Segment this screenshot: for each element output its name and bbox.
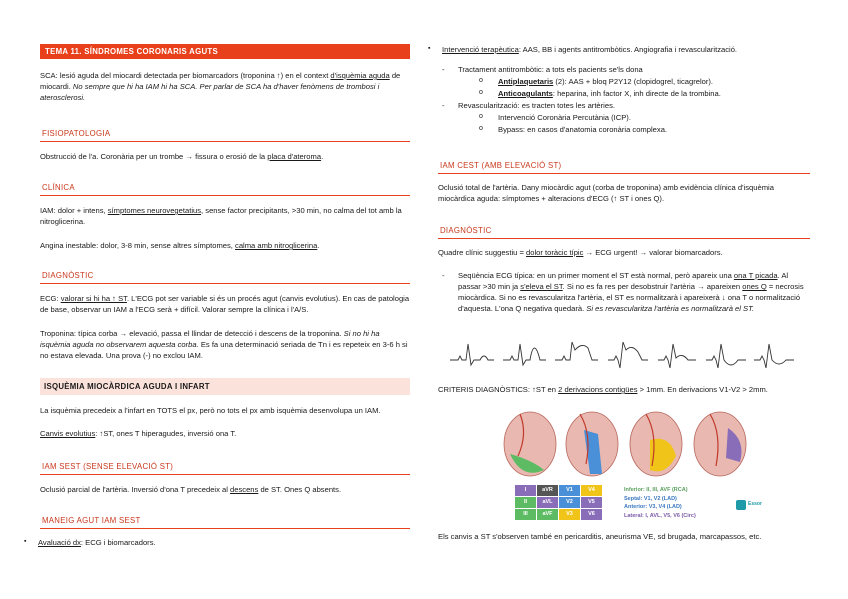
- logo-text: Essor: [748, 501, 762, 508]
- ecg-st-elevation: [555, 342, 598, 360]
- lead-cell: II: [515, 497, 537, 509]
- leads-row: [515, 485, 603, 497]
- isq-paragraph-2: [40, 428, 410, 439]
- section-diagnostic-left: DIAGNÒSTIC: [40, 268, 410, 284]
- iam-underlined: símptomes neurovegetatius: [107, 206, 202, 215]
- lead-cell: aVR: [537, 485, 559, 497]
- ecg-sequence-strip: [448, 332, 798, 372]
- ecg-peaked-t: [503, 344, 546, 365]
- antiplaq-underlined: Antiplaquetaris: [498, 77, 554, 86]
- interv-bullet: [428, 44, 810, 55]
- topic-title: TEMA 11. SÍNDROMES CORONARIS AGUTS: [40, 44, 410, 59]
- leads-row: [515, 509, 603, 521]
- iamsest-text: Oclusió parcial de l'artèria. Inversió d'ona T precedeix al: [40, 485, 231, 494]
- seq-text-3: . Si no es fa res per desobstruir l'artèria → apareixen: [562, 282, 743, 291]
- fisio-paragraph: [40, 151, 410, 162]
- iamsest-underlined: descens: [230, 485, 259, 494]
- section-fisiopatologia: FISIOPATOLOGIA: [40, 126, 410, 142]
- diag-sequencia: [438, 270, 810, 314]
- fisio-text: Obstrucció de l'a. Coronària per un trombe → fissura o erosió de la: [40, 152, 268, 161]
- revasc-item: - Revascularització: es tracten totes les artèries.: [438, 100, 810, 111]
- bypass-item: o Bypass: en casos d'anatomia coronària complexa.: [438, 124, 810, 135]
- interv-underlined: Intervenció terapèutica: [442, 45, 519, 54]
- territory-legend: [624, 486, 744, 520]
- lead-cell: V3: [559, 509, 581, 521]
- ecg-q-st-normalizing: [658, 344, 696, 368]
- fisio-end: .: [321, 152, 324, 161]
- trop-text-2: Es fa una determinació seriada de Tn i es repeteix en 3-6 h si no estava elevada. Una prova (-) no exclou IAM.: [40, 340, 408, 360]
- diag-ecg: [40, 293, 410, 315]
- clinica-angina: [40, 240, 410, 251]
- heart-lateral: [694, 412, 746, 476]
- logo-mark-icon: [736, 500, 746, 510]
- seq-underlined-3: ones Q: [742, 282, 767, 291]
- quadre-underlined: dolor toràcic típic: [526, 248, 584, 257]
- iamsest-paragraph: [40, 484, 410, 495]
- isq-paragraph-1: La isquèmia precedeix a l'infart en TOTS el px, però no tots el px amb isquèmia desenvolupa un IAM.: [40, 406, 381, 415]
- hearts-svg: [500, 404, 750, 482]
- lead-cell: V1: [559, 485, 581, 497]
- interv-text: : AAS, BB i agents antitrombòtics. Angiografia i revascularització.: [518, 45, 738, 54]
- lead-cell: V2: [559, 497, 581, 509]
- criteris-text-2: > 1mm. En derivacions V1-V2 > 2mm.: [637, 385, 768, 394]
- essor-logo: [736, 500, 762, 510]
- anticoag-text: : heparina, inh factor X, inh directe de la trombina.: [552, 89, 721, 98]
- lead-cell: I: [515, 485, 537, 497]
- legend-septal: Septal: V1, V2 (LAD): [624, 495, 677, 502]
- heart-anterior: [630, 412, 682, 476]
- angina-text: Angina inestable: dolor, 3-8 min, sense altres símptomes,: [40, 241, 236, 250]
- quadre-text-2: → ECG urgent! → valorar biomarcadors.: [583, 248, 723, 257]
- heart-inferior: [504, 412, 556, 476]
- criteris-paragraph: [438, 384, 810, 395]
- section-iam-sest: IAM SEST (SENSE ELEVACIÓ ST): [40, 459, 410, 475]
- ecg-inverted-t: [706, 344, 746, 368]
- maneig-underlined: Avaluació dx: [38, 538, 81, 547]
- intro-text: SCA: lesió aguda del miocardi detectada per biomarcadors (troponina ↑) en el context: [40, 71, 331, 80]
- iam-text-2: , sense factor precipitants, >30 min, no calma del tot amb la nitroglicerina.: [40, 206, 402, 226]
- intro-text-2: de miocardi.: [40, 71, 401, 91]
- hearts-diagram: [500, 404, 750, 482]
- legend-anterior: Anterior: V3, V4 (LAD): [624, 504, 682, 511]
- lead-cell: V4: [581, 485, 603, 497]
- ecg-label: ECG:: [40, 294, 61, 303]
- ecg-final: [754, 344, 794, 368]
- section-isquemia: ISQUÈMIA MIOCÀRDICA AGUDA I INFART: [40, 378, 410, 395]
- anticoag-item: [438, 88, 810, 99]
- isq-underlined: Canvis evolutius: [40, 429, 96, 438]
- criteris-underlined: 2 derivacions contigües: [558, 385, 638, 394]
- criteris-text: CRITERIS DIAGNÒSTICS: ↑ST en: [438, 385, 559, 394]
- anticoag-underlined: Anticoagulants: [498, 89, 553, 98]
- legend-inferior: Inferior: II, III, AVF (RCA): [624, 487, 688, 493]
- heart-septal: [566, 412, 618, 476]
- ecg-sequence-svg: [448, 332, 798, 372]
- intro-paragraph: [40, 70, 410, 103]
- trop-italic: Si no hi ha isquèmia aguda no observarem aquesta corba.: [40, 329, 380, 349]
- maneig-text: : ECG i biomarcadors.: [80, 538, 156, 547]
- seq-underlined-2: s'eleva el ST: [520, 282, 563, 291]
- ecg-text: . L'ECG pot ser variable si és un procés agut (canvis evolutius). En cas de patologia de base, observar un IAM a l'ECG serà + difícil. Valorar sempre la clínica i l'A/S.: [40, 294, 410, 314]
- antiplaq-item: [438, 76, 810, 87]
- ecg-normal: [450, 344, 494, 365]
- maneig-bullet: [24, 537, 410, 548]
- iamsest-text-2: de ST. Ones Q absents.: [258, 485, 342, 494]
- seq-text-1: Seqüència ECG típica: en un primer moment el ST està normal, però apareix una: [458, 271, 734, 280]
- iamcest-paragraph: Oclusió total de l'artèria. Dany miocàrdic agut (corba de troponina) amb evidència clínica d'isquèmia miocàrdica aguda: símptomes + alteracions d'ECG (↑ ST i ones Q).: [438, 183, 774, 203]
- lead-cell: V5: [581, 497, 603, 509]
- lead-cell: III: [515, 509, 537, 521]
- intro-underlined: d'isquèmia aguda: [330, 71, 390, 80]
- section-iam-cest: IAM CEST (AMB ELEVACIÓ ST): [438, 158, 810, 174]
- leads-row: [515, 497, 603, 509]
- lead-cell: aVF: [537, 509, 559, 521]
- angina-end: .: [317, 241, 320, 250]
- section-maneig: MANEIG AGUT IAM SEST: [40, 513, 410, 529]
- seq-italic: Si es revascularitza l'artèria es normalitzarà el ST.: [586, 304, 755, 313]
- legend-lateral: Lateral: I, AVL, V5, V6 (Circ): [624, 512, 696, 519]
- footer-note: Els canvis a ST s'observen també en pericarditis, aneurisma VE, sd brugada, marcapassos, etc.: [438, 532, 762, 541]
- clinica-iam: [40, 205, 410, 227]
- lead-cell: aVL: [537, 497, 559, 509]
- ecg-q-wave: [608, 342, 648, 368]
- seq-text-2: . Al passar >30 min ja: [458, 271, 789, 291]
- diag-troponina: [40, 328, 410, 361]
- intro-italic-note: No sempre que hi ha IAM hi ha SCA. Per parlar de SCA ha d'haver fenòmens de trombosi i aterosclerosi.: [40, 82, 380, 102]
- trop-text: Troponina: típica corba → elevació, passa el llindar de detecció i descens de la troponina.: [40, 329, 344, 338]
- ecg-underlined: valorar si hi ha ↑ ST: [60, 294, 127, 303]
- diag-quadre: [438, 247, 810, 258]
- isq-text: : ↑ST, ones T hiperagudes, inversió ona T.: [95, 429, 237, 438]
- tract-item: - Tractament antitrombòtic: a tots els pacients se'ls dona: [438, 64, 810, 75]
- angina-underlined: calma amb nitroglicerina: [235, 241, 318, 250]
- quadre-text: Quadre clínic suggestiu =: [438, 248, 527, 257]
- antiplaq-text: (2): AAS + bloq P2Y12 (clopidogrel, ticagrelor).: [553, 77, 714, 86]
- ecg-leads-table: [514, 484, 603, 521]
- lead-cell: V6: [581, 509, 603, 521]
- seq-underlined-1: ona T picada: [733, 271, 778, 280]
- section-clinica: CLÍNICA: [40, 180, 410, 196]
- section-diagnostic-right: DIAGNÒSTIC: [438, 223, 810, 239]
- icp-item: o Intervenció Coronària Percutània (ICP).: [438, 112, 810, 123]
- seq-text-4: = necrosis miocàrdica. Si no es revascularitza l'artèria, el ST es normalitzarà i apareixerà ↓ ona T o normalització d'aquesta. L'ona Q negativa quedarà.: [458, 282, 804, 313]
- iam-text: IAM: dolor + intens,: [40, 206, 108, 215]
- fisio-underlined: placa d'ateroma: [267, 152, 322, 161]
